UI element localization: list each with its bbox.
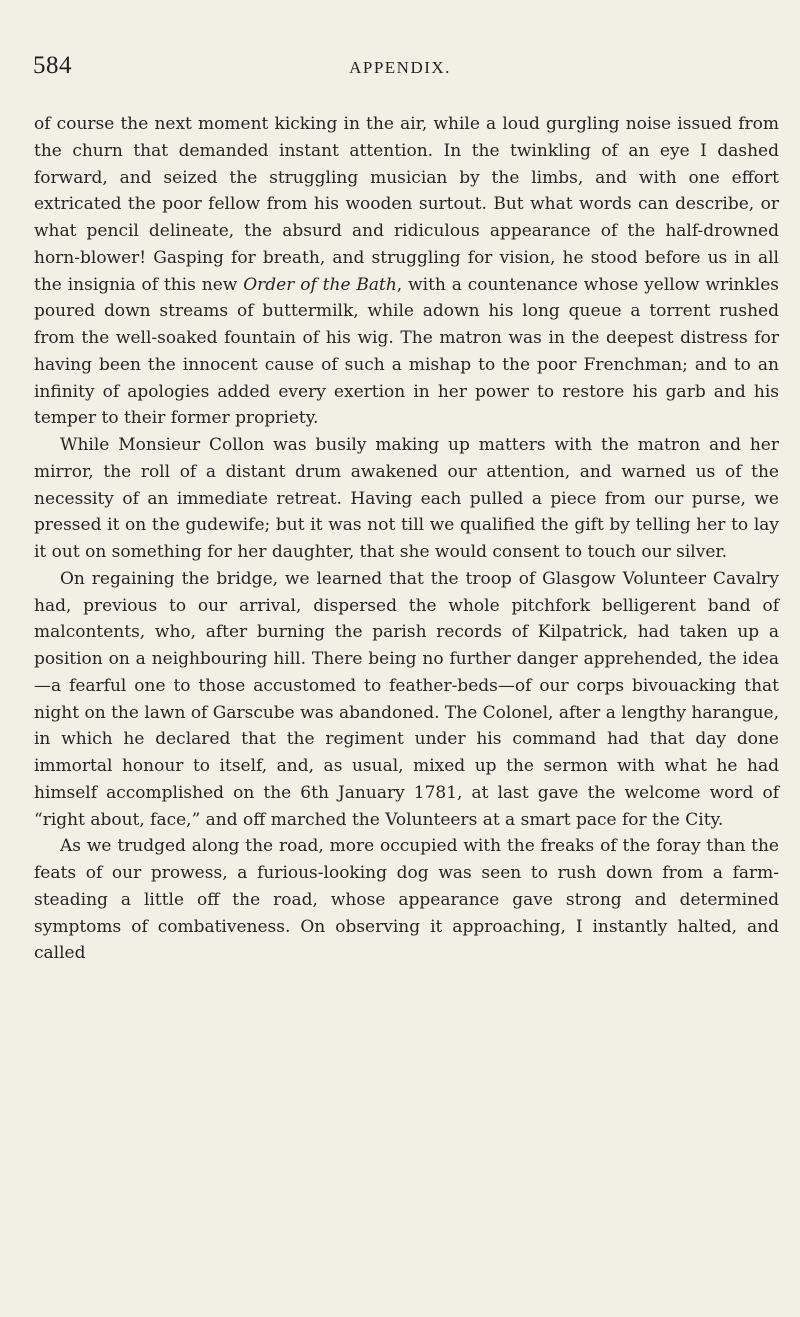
text-segment: While Monsieur Collon was busily making up matters with the matron and her mirror, the roll of a distant drum awakened our attention, and warned us of the necessity of an immediate retreat. Having each pulled a piece from our purse, we pressed it on the gudewife; but it was not till we qualified the gift by telling her to lay it out on something for her daughter, that she would consent to touch our silver. <box>34 435 779 562</box>
italic-title: Order of the Bath <box>243 274 397 295</box>
body-text <box>34 111 779 967</box>
page-number: 584 <box>33 52 72 79</box>
paragraph-3 <box>34 566 779 834</box>
text-segment: As we trudged along the road, more occupied with the freaks of the foray than the feats of our prowess, a furious-looking dog was seen to rush down from a farm-steading a little off the road, whose appearance gave strong and determined symptoms of combativeness. On observing it approaching, I instantly halted, and called <box>34 836 779 964</box>
text-segment: On regaining the bridge, we learned that the troop of Glasgow Volunteer Cavalry had, previous to our arrival, dispersed the whole pitchfork belligerent band of malcontents, who, after burning the parish records of Kilpatrick, had taken up a position on a neighbouring hill. There being no further danger apprehended, the idea—a fearful one to those accustomed to feather-beds—of our corps bivouacking that night on the lawn of Garscube was abandoned. The Colonel, after a lengthy harangue, in which he declared that the regiment under his command had that day done immortal honour to itself, and, as usual, mixed up the sermon with what he had himself accomplished on the 6th January 1781, at last gave the welcome word of “right about, face,” and off marched the Volunteers at a smart pace for the City. <box>34 568 779 830</box>
paragraph-4 <box>34 833 779 967</box>
paragraph-1 <box>34 111 779 432</box>
text-segment: of course the next moment kicking in the air, while a loud gurgling noise issued from the churn that demanded instant attention. In the twinkling of an eye I dashed forward, and seized the struggling musician by the limbs, and with one effort extricated the poor fellow from his wooden surtout. But what words can describe, or what pencil delineate, the absurd and ridiculous appearance of the half-drowned horn-blower! Gasping for breath, and struggling for vision, he stood before us in all the insignia of this new <box>34 114 779 295</box>
running-head: APPENDIX. <box>349 58 451 77</box>
text-segment: , with a countenance whose yellow wrinkles poured down streams of buttermilk, while adown his long queue a torrent rushed from the well-soaked fountain of his wig. The matron was in the deepest distress for having been the innocent cause of such a mishap to the poor Frenchman; and to an infinity of apologies added every exertion in her power to restore his garb and his temper to their former propriety. <box>34 274 779 429</box>
paragraph-2 <box>34 432 779 566</box>
